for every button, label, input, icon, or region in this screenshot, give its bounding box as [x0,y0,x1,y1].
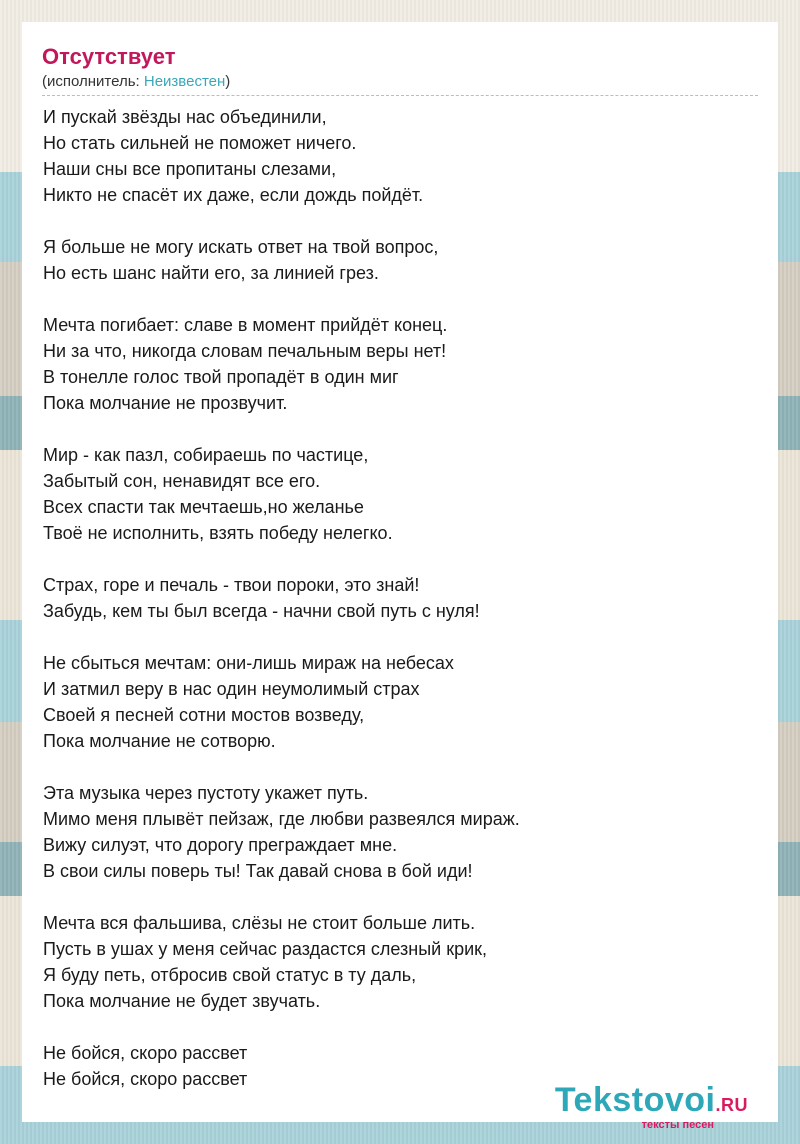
lyrics-stanza [43,650,759,754]
lyric-line: Эта музыка через пустоту укажет путь. [43,783,369,803]
lyric-line: Не сбыться мечтам: они-лишь мираж на небесах [43,653,454,673]
lyric-line: Твоё не исполнить, взять победу нелегко. [43,523,393,543]
artist-suffix: ) [225,73,231,90]
lyric-line: Своей я песней сотни мостов возведу, [43,705,365,725]
lyric-line: В тонелле голос твой пропадёт в один миг [43,367,399,387]
lyric-line: Не бойся, скоро рассвет [43,1069,248,1089]
lyric-line: Ни за что, никогда словам печальным веры нет! [43,341,447,361]
lyrics-stanza [43,442,759,546]
lyric-line: Мечта вся фальшива, слёзы не стоит больше лить. [43,913,476,933]
lyric-line: И затмил веру в нас один неумолимый страх [43,679,420,699]
lyrics-stanza [43,104,759,208]
lyric-line: И пускай звёзды нас объединили, [43,107,327,127]
lyrics-stanza [43,234,759,286]
lyric-line: Вижу силуэт, что дорогу преграждает мне. [43,835,398,855]
lyric-line: Мечта погибает: славе в момент прийдёт конец. [43,315,448,335]
lyric-line: Пока молчание не прозвучит. [43,393,288,413]
lyrics-body [43,104,759,1092]
lyric-line: Мир - как пазл, собираешь по частице, [43,445,369,465]
lyrics-stanza [43,910,759,1014]
lyric-line: Но стать сильней не поможет ничего. [43,133,357,153]
lyric-line: Я буду петь, отбросив свой статус в ту даль, [43,965,417,985]
lyric-line: Но есть шанс найти его, за линией грез. [43,263,379,283]
artist-link[interactable]: Неизвестен [143,73,226,90]
site-logo[interactable] [555,1082,748,1131]
lyric-line: Никто не спасёт их даже, если дождь пойдёт. [43,185,424,205]
lyric-line: Я больше не могу искать ответ на твой вопрос, [43,237,439,257]
logo-name: Tekstovoi [554,1081,716,1119]
logo-tld: .RU [715,1095,748,1115]
lyric-line: Пока молчание не будет звучать. [43,991,321,1011]
lyrics-stanza [43,780,759,884]
lyrics-card [22,22,778,1131]
lyric-line: В свои силы поверь ты! Так давай снова в бой иди! [43,861,473,881]
lyrics-stanza [43,572,759,624]
song-header [42,42,758,96]
lyric-line: Всех спасти так мечтаешь,но желанье [43,497,364,517]
lyric-line: Не бойся, скоро рассвет [43,1043,248,1063]
lyric-line: Наши сны все пропитаны слезами, [43,159,337,179]
lyric-line: Мимо меня плывёт пейзаж, где любви развеялся мираж. [43,809,520,829]
lyrics-stanza [43,312,759,416]
lyric-line: Страх, горе и печаль - твои пороки, это знай! [43,575,420,595]
lyric-line: Забытый сон, ненавидят все его. [43,471,321,491]
lyric-line: Забудь, кем ты был всегда - начни свой путь с нуля! [43,601,480,621]
artist-line [42,72,758,96]
lyric-line: Пока молчание не сотворю. [43,731,276,751]
artist-prefix: (исполнитель: [42,73,144,90]
logo-subtitle: тексты песен [641,1119,714,1131]
song-title: Отсутствует [42,44,176,69]
lyric-line: Пусть в ушах у меня сейчас раздастся слезный крик, [43,939,488,959]
